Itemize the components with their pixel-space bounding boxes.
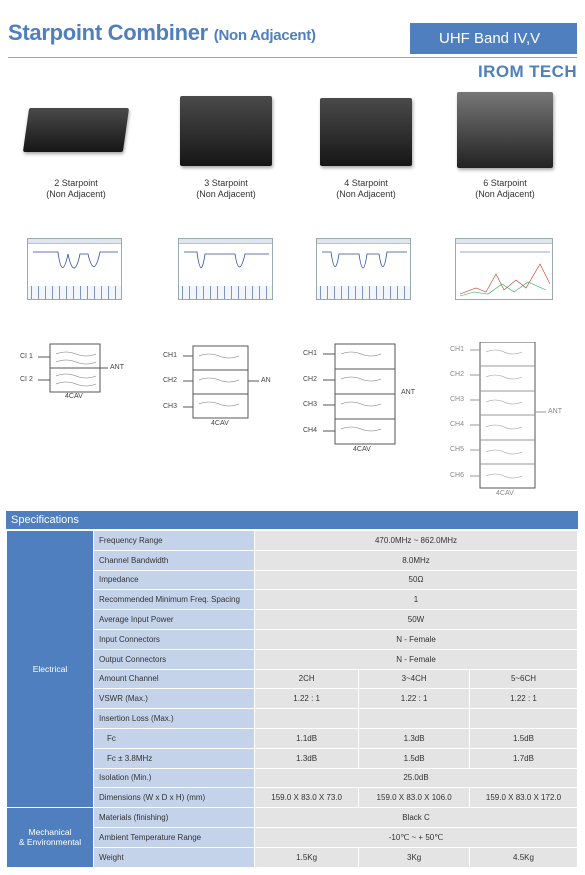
spec-label: Ambient Temperature Range [94,827,255,847]
spec-label: Channel Bandwidth [94,550,255,570]
spec-label: Dimensions (W x D x H) (mm) [94,788,255,808]
block-diagram-3ch [163,342,283,432]
spec-value: 1.1dB [255,728,359,748]
block-diagram-4ch [303,342,428,457]
spec-value: Black C [255,808,578,828]
product-caption-line2: (Non Adjacent) [46,189,106,199]
page-title [8,20,316,46]
product-caption-line2: (Non Adjacent) [336,189,396,199]
diagram-output-label: AN [261,377,271,384]
brand-logo: IROM TECH [478,62,577,81]
spec-value: 8.0MHz [255,550,578,570]
spec-label: Input Connectors [94,629,255,649]
diagram-input-label: CH1 [450,346,465,353]
spec-value: 159.0 X 83.0 X 172.0 [470,788,578,808]
diagram-input-label: CH1 [163,352,178,359]
spec-value: 1.5Kg [255,847,359,867]
spec-label: Recommended Minimum Freq. Spacing [94,590,255,610]
spec-label: Output Connectors [94,649,255,669]
spec-value: 1.22 : 1 [470,689,578,709]
diagram-output-label: ANT [110,364,124,371]
response-plot [317,244,411,288]
product-3-starpoint [153,86,299,206]
diagram-input-label: CI 1 [20,353,33,360]
spec-label: Insertion Loss (Max.) [94,709,255,729]
diagram-input-label: CH4 [303,427,318,434]
response-plot [28,244,122,288]
spec-value: 5~6CH [470,669,578,689]
spec-value: 50W [255,610,578,630]
electrical-category: Electrical [7,531,94,808]
diagram-cav-label: 4CAV [211,420,229,427]
block-diagram-6ch [450,342,575,497]
diagram-input-label: CH4 [450,421,465,428]
diagram-input-label: CH3 [163,403,178,410]
diagram-cav-label: 4CAV [496,490,514,497]
spec-label: Amount Channel [94,669,255,689]
product-caption-line1: 2 Starpoint [54,178,98,188]
measurement-screenshot-3 [316,238,411,300]
mechanical-label: Mechanical [28,827,72,838]
measurement-screenshot-4 [455,238,553,300]
spec-value: 1.5dB [470,728,578,748]
specifications-table [6,530,578,868]
diagram-output-label: ANT [401,389,415,396]
spec-value: 3~4CH [359,669,470,689]
spec-value: 1 [255,590,578,610]
product-caption-line1: 3 Starpoint [204,178,248,188]
product-caption-line2: (Non Adjacent) [475,189,535,199]
spec-value: 1.22 : 1 [255,689,359,709]
product-2-starpoint [3,86,149,206]
mechanical-category [7,808,94,867]
spec-value: 2CH [255,669,359,689]
spec-value: 159.0 X 83.0 X 106.0 [359,788,470,808]
spec-label: Materials (finishing) [94,808,255,828]
diagram-input-label: CH5 [450,446,465,453]
spec-value: 25.0dB [255,768,578,788]
diagram-input-label: CI 2 [20,376,33,383]
diagram-input-label: CH1 [303,350,318,357]
spec-value: 1.3dB [255,748,359,768]
diagram-input-label: CH3 [303,401,318,408]
response-plot [456,244,553,300]
spec-label: Isolation (Min.) [94,768,255,788]
spec-value: 4.5Kg [470,847,578,867]
product-caption-line2: (Non Adjacent) [196,189,256,199]
spec-value: 1.3dB [359,728,470,748]
diagram-input-label: CH3 [450,396,465,403]
diagram-output-label: ANT [548,408,562,415]
spec-label: Impedance [94,570,255,590]
spec-value [359,709,470,729]
environmental-label: & Environmental [18,837,82,848]
spec-value: 159.0 X 83.0 X 73.0 [255,788,359,808]
product-photo [320,98,412,166]
spec-value: N - Female [255,629,578,649]
spec-value: -10℃ ~ + 50℃ [255,827,578,847]
diagram-cav-label: 4CAV [65,393,83,400]
spec-label: Frequency Range [94,531,255,551]
spec-value: 1.22 : 1 [359,689,470,709]
spec-label: Fc [94,728,255,748]
product-caption [3,178,149,200]
table-row [7,808,578,828]
spec-label: Weight [94,847,255,867]
product-caption [293,178,439,200]
product-4-starpoint [293,86,439,206]
product-caption-line1: 4 Starpoint [344,178,388,188]
product-6-starpoint [432,86,578,206]
spec-value: 3Kg [359,847,470,867]
product-photo [180,96,272,166]
spec-label: Average Input Power [94,610,255,630]
header-divider [8,57,577,58]
spec-label: VSWR (Max.) [94,689,255,709]
product-caption-line1: 6 Starpoint [483,178,527,188]
product-photo [457,92,553,168]
measurement-screenshot-1 [27,238,122,300]
title-main: Starpoint Combiner [8,20,208,45]
band-badge: UHF Band IV,V [410,23,577,54]
diagram-input-label: CH2 [450,371,465,378]
title-sub: (Non Adjacent) [213,27,316,44]
measurement-screenshot-2 [178,238,273,300]
spec-value: 470.0MHz ~ 862.0MHz [255,531,578,551]
spec-value: 1.7dB [470,748,578,768]
spec-value: 1.5dB [359,748,470,768]
block-diagram-2ch [20,340,130,400]
diagram-input-label: CH2 [163,377,178,384]
spec-value: 50Ω [255,570,578,590]
table-row [7,531,578,551]
spec-value [255,709,359,729]
product-photo [23,108,129,152]
spec-value: N - Female [255,649,578,669]
diagram-cav-label: 4CAV [353,446,371,453]
spec-value [470,709,578,729]
product-caption [432,178,578,200]
response-plot [179,244,273,288]
diagram-input-label: CH6 [450,472,465,479]
product-caption [153,178,299,200]
diagram-input-label: CH2 [303,376,318,383]
specifications-heading: Specifications [6,511,578,529]
spec-label: Fc ± 3.8MHz [94,748,255,768]
